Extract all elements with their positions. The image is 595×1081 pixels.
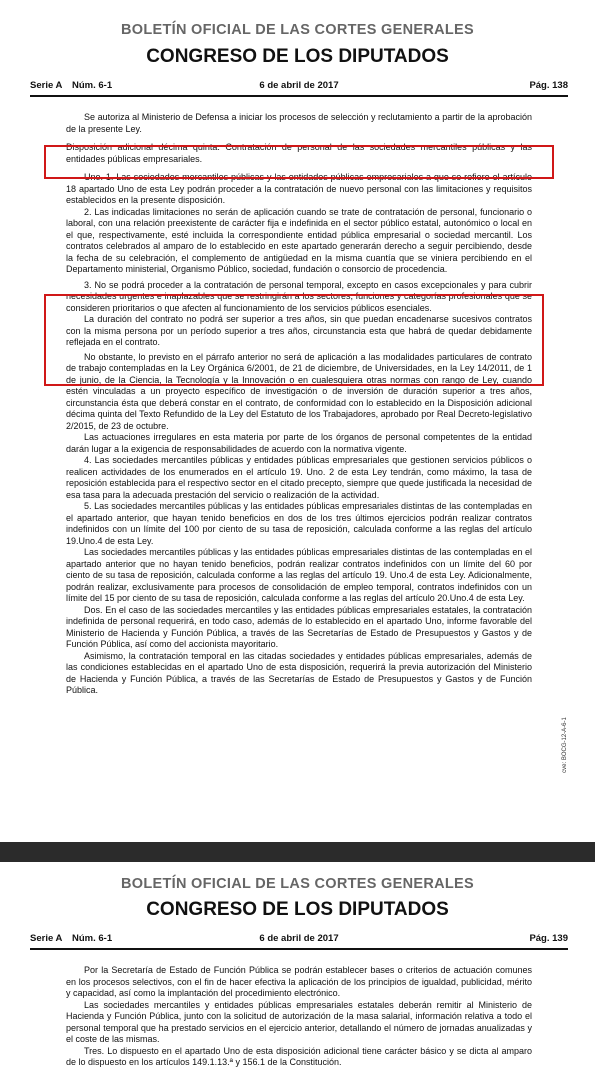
paragraph: 2. Las indicadas limitaciones no serán de aplicación cuando se trate de contratación de personal, funcionario o laboral, con una relación preexistente de carácter fija e indefinida en el sector público estatal, autonómico o local en el que, respectivamente, esté incluida la correspondiente entidad pública empresarial o sociedad mercantil. Los contratos celebrados al amparo de lo establecido en este apartado generarán derecho a seguir percibiendo, desde la fecha de su celebración, el complemento de antigüedad en la misma cuantía que se viniera percibiendo en el Departamento ministerial, Organismo Público, sociedad, fundación o consorcio de procedencia.	[66, 206, 532, 274]
paragraph: Dos. En el caso de las sociedades mercantiles y las entidades públicas empresariales estatales, la contratación indefinida de personal requerirá, en todo caso, además de lo establecido en el apartado Uno, informe favorable del Ministerio de Hacienda y Función Pública, a través de las Secretarías de Estado de Presupuestos y Gastos y de Función Pública, así como del accionista mayoritario.	[66, 604, 532, 649]
chamber-title: CONGRESO DE LOS DIPUTADOS	[146, 46, 449, 67]
document-body	[66, 112, 532, 697]
bulletin-title: BOLETÍN OFICIAL DE LAS CORTES GENERALES	[120, 22, 474, 38]
issue-date: 6 de abril de 2017	[259, 933, 339, 944]
page-separator	[0, 842, 595, 862]
page-139	[0, 862, 595, 1081]
document-body	[66, 965, 532, 1069]
paragraph: 3. No se podrá proceder a la contratación de personal temporal, excepto en casos excepcionales y para cubrir necesidades urgentes e inaplazables que se restringirán a los sectores, funciones y categorías profesionales que se consideren prioritarios o que afecten al funcionamiento de los servicios públicos esenciales.	[66, 279, 532, 313]
page-meta-bar	[30, 933, 568, 947]
paragraph: Asimismo, la contratación temporal en las citadas sociedades y entidades públicas empresariales, además de las condiciones establecidas en el apartado Uno de esta disposición, requerirá la previa autorización del Ministerio de Hacienda y Función Pública, a través de las Secretarías de Estado de Presupuestos y Gastos y de Función Pública.	[66, 650, 532, 695]
issue-date: 6 de abril de 2017	[259, 80, 339, 91]
page-number: Pág. 138	[529, 80, 568, 91]
paragraph: Por la Secretaría de Estado de Función Pública se podrán establecer bases o criterios de actuación comunes en los procesos selectivos, con el fin de hacer efectiva la aplicación de los principios de igualdad, publicidad, mérito y capacidad, así como la implantación del procedimiento electrónico.	[66, 965, 532, 998]
serie-label: Serie A	[30, 80, 63, 91]
paragraph: La duración del contrato no podrá ser superior a tres años, sin que puedan encadenarse sucesivos contratos con la misma persona por un período superior a tres años, circunstancia esta que habrá de quedar debidamente reflejada en el contrato.	[66, 314, 532, 347]
highlight-box-heading	[44, 145, 554, 179]
paragraph: Las sociedades mercantiles públicas y las entidades públicas empresariales distintas de las contempladas en el apartado anterior que no hayan tenido beneficios, podrán realizar contratos indefinidos con un límite del 60 por ciento de su tasa de reposición, calculada conforme a las reglas del artículo 19. Uno.4 de esta Ley. Adicionalmente, podrán realizar, exclusivamente para procesos de consolidación de empleo temporal, contratos indefinidos con un límite del 15 por ciento de su tasa de reposición, calculada conforme a las reglas del artículo 20.Uno.4 de esta Ley.	[66, 547, 532, 603]
paragraph: Las actuaciones irregulares en esta materia por parte de los órganos de personal competentes de la entidad darán lugar a la exigencia de responsabilidades de acuerdo con la normativa vigente.	[66, 432, 532, 454]
page-meta-bar	[30, 80, 568, 94]
highlight-box-temporary-hiring	[44, 294, 544, 386]
paragraph: Tres. Lo dispuesto en el apartado Uno de esta disposición adicional tiene carácter básico y se dicta al amparo de lo dispuesto en los artículos 149.1.13.ª y 156.1 de la Constitución.	[66, 1045, 532, 1067]
document-code: cve: BOCG-12-A-6-1	[562, 717, 568, 773]
issue-number: Núm. 6-1	[72, 933, 113, 944]
header-rule	[30, 948, 568, 950]
page-number: Pág. 139	[529, 933, 568, 944]
paragraph: 4. Las sociedades mercantiles públicas y entidades públicas empresariales que gestionen servicios públicos o realicen actividades de los enumerados en el artículo 19. Uno. 2 de esta Ley tendrán, como máximo, la tasa de reposición establecida para el respectivo sector en el citado precepto, siempre que quede justificada la necesidad de esa tasa para la adecuada prestación del servicio o realización de la actividad.	[66, 455, 532, 500]
paragraph: No obstante, lo previsto en el párrafo anterior no será de aplicación a las modalidades particulares de contrato de trabajo contempladas en la Ley Orgánica 6/2001, de 21 de diciembre, de Universidades, en la Ley 14/2011, de 1 de junio, de la Ciencia, la Tecnología y la Innovación o en cualesquiera otras normas con rango de Ley, cuando estén vinculadas a un proyecto específico de investigación o de inversión de duración superior a tres años, circunstancia ésta que deberá constar en el contrato, de conformidad con lo establecido en la Disposición adicional décima quinta del Texto Refundido de la Ley del Estatuto de los Trabajadores, aprobado por Real Decreto-legislativo 2/2015, de 23 de octubre.	[66, 351, 532, 431]
paragraph: Las sociedades mercantiles y entidades públicas empresariales estatales deberán remitir al Ministerio de Hacienda y Función Pública, junto con la solicitud de autorización de la masa salarial, información relativa a todo el personal temporal que ha prestado servicios en el ejercicio anterior, detallando el número de jornadas anualizadas y el coste de las mismas.	[66, 999, 532, 1044]
header-rule	[30, 95, 568, 97]
paragraph: Uno. 1. Las sociedades mercantiles públicas y las entidades públicas empresariales a que se refiere el artículo 18 apartado Uno de esta Ley podrán proceder a la contratación de nuevo personal con las limitaciones y requisitos establecidos en la presente disposición.	[66, 172, 532, 205]
serie-label: Serie A	[30, 933, 63, 944]
bulletin-title: BOLETÍN OFICIAL DE LAS CORTES GENERALES	[120, 876, 474, 892]
paragraph: Se autoriza al Ministerio de Defensa a iniciar los procesos de selección y reclutamiento a partir de la aprobación de la presente Ley.	[66, 112, 532, 134]
provision-heading: Disposición adicional décima quinta. Contratación de personal de las sociedades mercantiles públicas y las entidades públicas empresariales.	[66, 142, 532, 164]
chamber-title: CONGRESO DE LOS DIPUTADOS	[146, 899, 449, 920]
issue-number: Núm. 6-1	[72, 80, 113, 91]
paragraph: 5. Las sociedades mercantiles públicas y las entidades públicas empresariales distintas de las contempladas en el apartado anterior, que hayan tenido beneficios en dos de los tres últimos ejercicios podrán realizar contratos indefinidos con un límite del 100 por ciento de su tasa de reposición, calculada conforme a las reglas del artículo 19.Uno.4 de esta Ley.	[66, 501, 532, 546]
